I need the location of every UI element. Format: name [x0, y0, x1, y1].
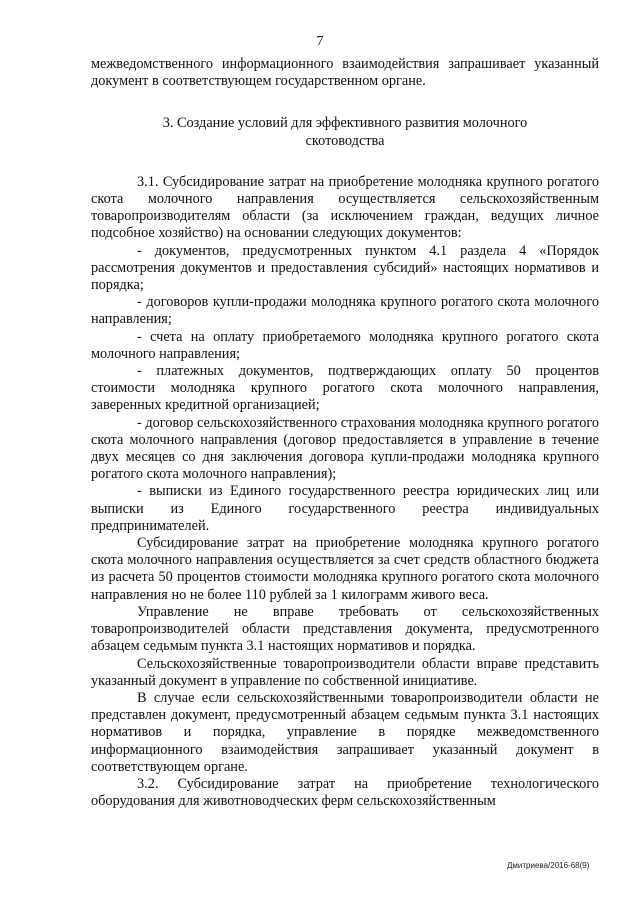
list-item-invoice: - счета на оплату приобретаемого молодняка крупного рогатого скота молочного направления;: [91, 328, 599, 362]
list-item-insurance-contract: - договор сельскохозяйственного страхования молодняка крупного рогатого скота молочного направления (договор предоставляется в управление в течение двух месяцев со дня заключения договора купли-продажи молодняка крупного рогатого скота молочного направления);: [91, 414, 599, 483]
page-number: 7: [316, 34, 324, 49]
paragraph-3-1: 3.1. Субсидирование затрат на приобретение молодняка крупного рогатого скота молочного направления осуществляется сельскохозяйственным товаропроизводителям области (за исключением граждан, ведущих личное подсобное хозяйство) на основании следующих документов:: [91, 173, 599, 242]
paragraph-management-restriction: Управление не вправе требовать от сельскохозяйственных товаропроизводителей области представления документа, предусмотренного абзацем седьмым пункта 3.1 настоящих нормативов и порядка.: [91, 603, 599, 655]
section-heading-line-1: 3. Создание условий для эффективного развития молочного: [162, 115, 528, 132]
paragraph-interagency-request: В случае если сельскохозяйственными товаропроизводители области не представлен документ, предусмотренный абзацем седьмым пункта 3.1 настоящих нормативов и порядка, управление в порядке межведомственного информационного взаимодействия запрашивает указанный документ в соответствующем органе.: [91, 689, 599, 775]
section-heading-line-2: скотоводства: [305, 132, 385, 149]
list-item-payment-documents: - платежных документов, подтверждающих оплату 50 процентов стоимости молодняка крупного рогатого скота молочного направления, заверенных кредитной организацией;: [91, 363, 599, 414]
paragraph-subsidy-rate: Субсидирование затрат на приобретение молодняка крупного рогатого скота молочного направления осуществляется за счет средств областного бюджета из расчета 50 процентов стоимости молодняка крупного рогатого скота молочного направления но не более 110 рублей за 1 килограмм живого веса.: [91, 535, 599, 603]
list-item-contracts: - договоров купли-продажи молодняка крупного рогатого скота молочного направления;: [91, 294, 599, 328]
document-footer-code: Дмитриева/2016-68(9): [507, 861, 590, 870]
document-body: [91, 56, 599, 810]
section-heading: [91, 115, 599, 149]
paragraph-3-2: 3.2. Субсидирование затрат на приобретение технологического оборудования для животноводческих ферм сельскохозяйственным: [91, 775, 599, 810]
paragraph-voluntary-submission: Сельскохозяйственные товаропроизводители области вправе представить указанный документ в управление по собственной инициативе.: [91, 655, 599, 689]
paragraph-continuation: межведомственного информационного взаимодействия запрашивает указанный документ в соответствующем государственном органе.: [91, 56, 599, 90]
list-item-documents: - документов, предусмотренных пунктом 4.1 раздела 4 «Порядок рассмотрения документов и предоставления субсидий» настоящих нормативов и порядка;: [91, 242, 599, 294]
list-item-registry-extracts: - выписки из Единого государственного реестра юридических лиц или выписки из Единого государственного реестра индивидуальных предпринимателей.: [91, 483, 599, 534]
